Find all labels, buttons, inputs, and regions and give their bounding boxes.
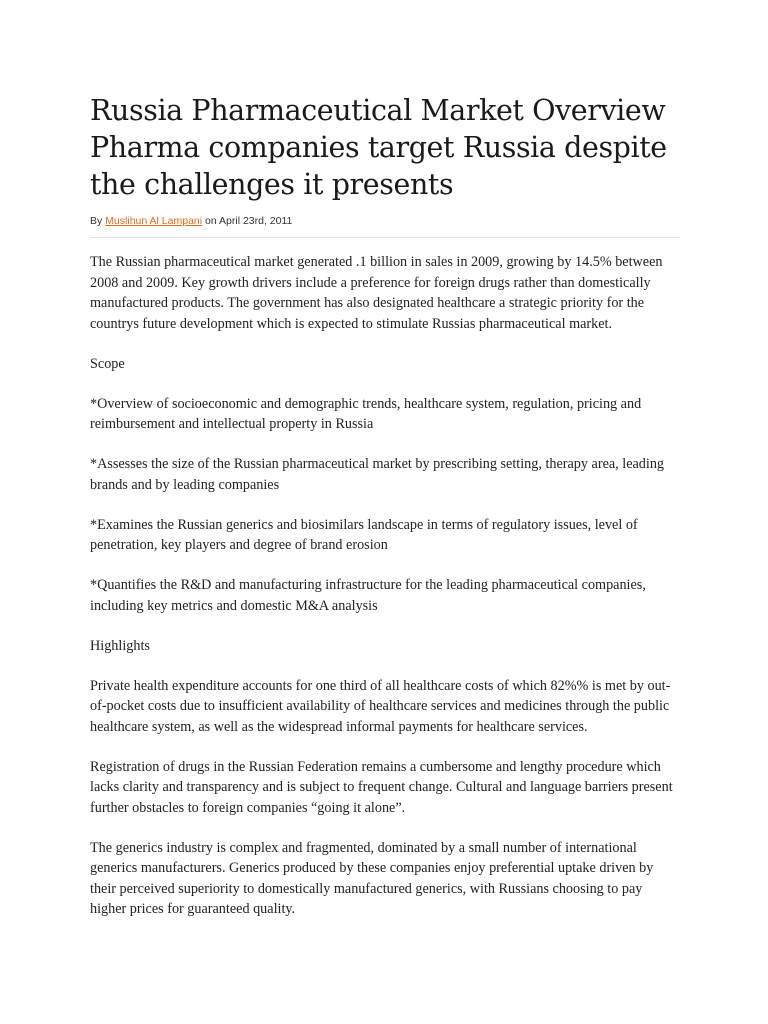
author-link[interactable]: Muslihun Al Lampani: [105, 215, 203, 227]
title-line-3: the challenges it presents: [90, 168, 454, 201]
highlight-paragraph: The generics industry is complex and fragmented, dominated by a small number of international generics manufacturers. Generics produced by these companies enjoy preferential uptake driven by their perceived superiority to domestically manufactured generics, with Russians choosing to pay higher prices for guaranteed quality.: [90, 839, 654, 917]
intro-paragraph: The Russian pharmaceutical market generated .1 billion in sales in 2009, growing by 14.5% between 2008 and 2009. Key growth drivers include a preference for foreign drugs rather than domestically manufactured products. The government has also designated healthcare a strategic priority for the countrys future development which is expected to stimulate Russias pharmaceutical market.: [90, 254, 663, 332]
scope-item: *Quantifies the R&D and manufacturing infrastructure for the leading pharmaceutical companies, including key metrics and domestic M&A analysis: [90, 577, 646, 614]
byline: [90, 214, 680, 228]
highlight-paragraph: Registration of drugs in the Russian Federation remains a cumbersome and lengthy procedure which lacks clarity and transparency and is subject to frequent change. Cultural and language barriers present further obstacles to foreign companies “going it alone”.: [90, 758, 673, 816]
section-heading-highlights: Highlights: [90, 637, 150, 654]
scope-item: *Assesses the size of the Russian pharmaceutical market by prescribing setting, therapy area, leading brands and by leading companies: [90, 456, 665, 493]
article-title: [90, 92, 680, 203]
title-line-1: Russia Pharmaceutical Market Overview: [90, 94, 666, 127]
article-body: [90, 252, 680, 920]
title-line-2: Pharma companies target Russia despite: [90, 131, 667, 164]
article: [90, 92, 680, 939]
scope-item: *Overview of socioeconomic and demographic trends, healthcare system, regulation, pricing and reimbursement and intellectual property in Russia: [90, 395, 642, 432]
byline-date: on April 23rd, 2011: [205, 215, 293, 227]
section-heading-scope: Scope: [90, 355, 125, 372]
scope-item: *Examines the Russian generics and biosimilars landscape in terms of regulatory issues, level of penetration, key players and degree of brand erosion: [90, 516, 638, 553]
highlight-paragraph: Private health expenditure accounts for one third of all healthcare costs of which 82%% is met by out-of-pocket costs due to insufficient availability of healthcare services and medicines through the public healthcare system, as well as the widespread informal payments for healthcare services.: [90, 677, 671, 735]
divider: [90, 237, 680, 238]
byline-prefix: By: [90, 215, 103, 227]
